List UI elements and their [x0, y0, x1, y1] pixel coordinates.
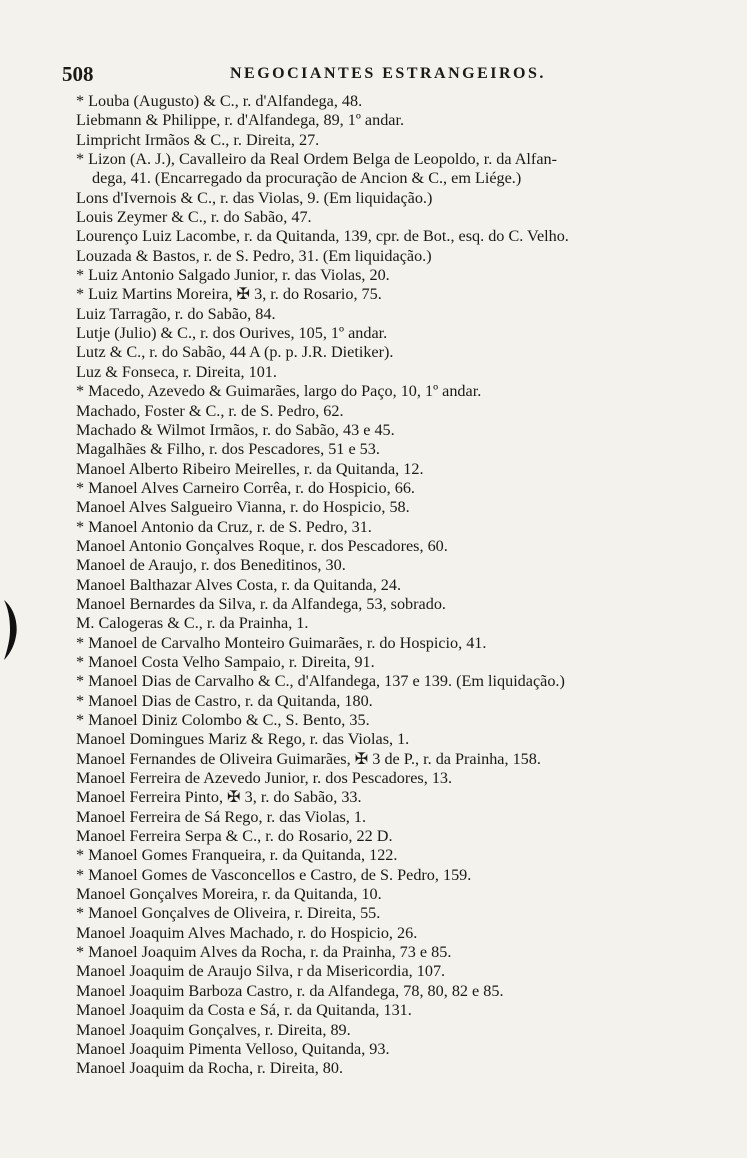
list-item: Magalhães & Filho, r. dos Pescadores, 51 e 53.	[76, 440, 380, 459]
list-item: Lourenço Luiz Lacombe, r. da Quitanda, 139, cpr. de Bot., esq. do C. Velho.	[76, 227, 569, 246]
page-number: 508	[62, 62, 94, 86]
list-item: Manoel Ferreira Serpa & C., r. do Rosario, 22 D.	[76, 827, 393, 846]
list-item: Liebmann & Philippe, r. d'Alfandega, 89, 1º andar.	[76, 111, 405, 130]
list-item: * Manoel Diniz Colombo & C., S. Bento, 35.	[76, 711, 370, 729]
list-item: * Manoel Joaquim Alves da Rocha, r. da Prainha, 73 e 85.	[76, 943, 452, 962]
list-item: M. Calogeras & C., r. da Prainha, 1.	[76, 614, 309, 633]
list-item: * Luiz Antonio Salgado Junior, r. das Violas, 20.	[76, 266, 390, 285]
list-item: Manoel Alves Salgueiro Vianna, r. do Hospicio, 58.	[76, 498, 410, 517]
list-item: * Manoel Antonio da Cruz, r. de S. Pedro, 31.	[76, 517, 372, 536]
list-item: Machado, Foster & C., r. de S. Pedro, 62.	[76, 401, 344, 420]
list-item: Manoel Bernardes da Silva, r. da Alfandega, 53, sobrado.	[76, 594, 446, 613]
list-item: * Manoel Alves Carneiro Corrêa, r. do Hospicio, 66.	[76, 478, 415, 497]
list-item: Lutje (Julio) & C., r. dos Ourives, 105, 1º andar.	[76, 324, 388, 343]
list-item: * Manoel Gomes Franqueira, r. da Quitanda, 122.	[76, 846, 398, 865]
list-item: * Lizon (A. J.), Cavalleiro da Real Ordem Belga de Leopoldo, r. da Alfan-	[76, 150, 557, 169]
list-item: * Manoel Costa Velho Sampaio, r. Direita, 91.	[76, 652, 375, 671]
directory-list	[76, 92, 716, 1079]
list-item: Louzada & Bastos, r. de S. Pedro, 31. (Em liquidação.)	[76, 246, 432, 265]
running-title: NEGOCIANTES ESTRANGEIROS.	[230, 65, 546, 82]
page-header	[62, 62, 702, 86]
list-item: * Manoel Dias de Castro, r. da Quitanda, 180.	[76, 691, 373, 710]
list-item: * Manoel de Carvalho Monteiro Guimarães, r. do Hospicio, 41.	[76, 633, 487, 652]
list-item: Manoel de Araujo, r. dos Beneditinos, 30.	[76, 556, 346, 575]
list-item: Manoel Joaquim da Costa e Sá, r. da Quitanda, 131.	[76, 1001, 412, 1020]
list-item: Luiz Tarragão, r. do Sabão, 84.	[76, 304, 276, 323]
list-item: Louis Zeymer & C., r. do Sabão, 47.	[76, 208, 312, 227]
binding-shadow-mark	[2, 596, 20, 662]
list-item: * Manoel Gonçalves de Oliveira, r. Direita, 55.	[76, 904, 381, 923]
list-item: Lutz & C., r. do Sabão, 44 A (p. p. J.R. Dietiker).	[76, 343, 394, 362]
list-item: Manoel Joaquim Barboza Castro, r. da Alfandega, 78, 80, 82 e 85.	[76, 981, 504, 1000]
list-item: Manoel Balthazar Alves Costa, r. da Quitanda, 24.	[76, 575, 402, 594]
list-item: Luz & Fonseca, r. Direita, 101.	[76, 362, 277, 381]
list-item-continuation: dega, 41. (Encarregado da procuração de Ancion & C., em Liége.)	[92, 169, 522, 188]
list-item: Manoel Ferreira de Sá Rego, r. das Violas, 1.	[76, 807, 367, 826]
list-item: * Manoel Gomes de Vasconcellos e Castro, de S. Pedro, 159.	[76, 865, 472, 884]
list-item: * Manoel Dias de Carvalho & C., d'Alfandega, 137 e 139. (Em liquidação.)	[76, 672, 565, 691]
list-item: * Louba (Augusto) & C., r. d'Alfandega, 48.	[76, 92, 363, 110]
list-item: Limpricht Irmãos & C., r. Direita, 27.	[76, 130, 320, 149]
list-item: Lons d'Ivernois & C., r. das Violas, 9. (Em liquidação.)	[76, 188, 433, 207]
list-item: Manoel Fernandes de Oliveira Guimarães, ✠ 3 de P., r. da Prainha, 158.	[76, 749, 541, 768]
list-item: Manoel Antonio Gonçalves Roque, r. dos Pescadores, 60.	[76, 536, 448, 555]
list-item: Manoel Joaquim Pimenta Velloso, Quitanda, 93.	[76, 1039, 390, 1058]
list-item: Manoel Alberto Ribeiro Meirelles, r. da Quitanda, 12.	[76, 459, 424, 478]
list-item: Manoel Gonçalves Moreira, r. da Quitanda, 10.	[76, 885, 382, 904]
list-item: Manoel Ferreira Pinto, ✠ 3, r. do Sabão, 33.	[76, 788, 362, 807]
list-item: Manoel Joaquim Alves Machado, r. do Hospicio, 26.	[76, 923, 418, 942]
list-item: * Luiz Martins Moreira, ✠ 3, r. do Rosario, 75.	[76, 285, 382, 304]
list-item: Manoel Joaquim de Araujo Silva, r da Misericordia, 107.	[76, 962, 446, 981]
list-item: Machado & Wilmot Irmãos, r. do Sabão, 43 e 45.	[76, 420, 395, 439]
list-item: Manoel Joaquim Gonçalves, r. Direita, 89.	[76, 1020, 351, 1039]
list-item: Manoel Domingues Mariz & Rego, r. das Violas, 1.	[76, 730, 410, 749]
list-item: * Macedo, Azevedo & Guimarães, largo do Paço, 10, 1º andar.	[76, 382, 482, 401]
list-item: Manoel Ferreira de Azevedo Junior, r. dos Pescadores, 13.	[76, 769, 453, 788]
list-item: Manoel Joaquim da Rocha, r. Direita, 80.	[76, 1059, 344, 1078]
